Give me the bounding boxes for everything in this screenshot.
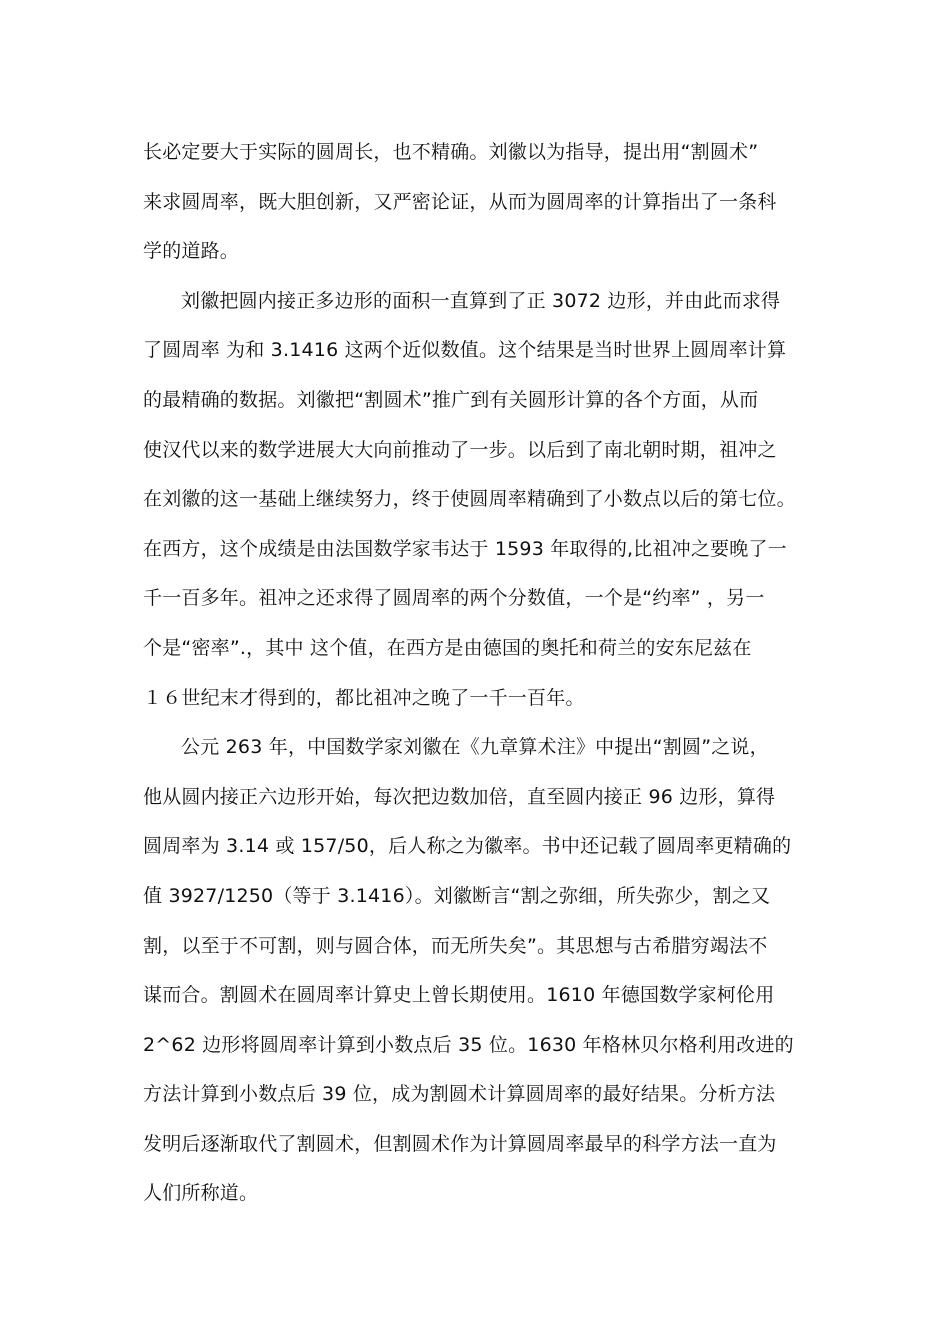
- text-line: １６世纪末才得到的，都比祖冲之晚了一千一百年。: [143, 686, 585, 709]
- text-line: 长必定要大于实际的圆周长，也不精确。刘徽以为指导，提出用“割圆术”: [143, 141, 759, 163]
- text-line: 个是“密率”.，其中 这个值，在西方是由德国的奥托和荷兰的安东尼兹在: [143, 636, 752, 659]
- text-line: 割，以至于不可割，则与圆合体，而无所失矣”。其思想与古希腊穷竭法不: [143, 934, 768, 957]
- text-line: 在西方，这个成绩是由法国数学家韦达于 1593 年取得的,比祖冲之要晚了一: [143, 537, 787, 560]
- text-line: 学的道路。: [143, 240, 240, 263]
- text-line: 人们所称道。: [143, 1182, 259, 1205]
- text-line: 方法计算到小数点后 39 位，成为割圆术计算圆周率的最好结果。分析方法: [143, 1083, 776, 1106]
- text-line: 他从圆内接正六边形开始，每次把边数加倍，直至圆内接正 96 边形，算得: [143, 785, 776, 808]
- text-line: 千一百多年。祖冲之还求得了圆周率的两个分数值，一个是“约率” ，另一: [143, 587, 765, 610]
- text-line: 使汉代以来的数学进展大大向前推动了一步。以后到了南北朝时期，祖冲之: [143, 438, 777, 461]
- paragraph-first-line: 公元 263 年，中国数学家刘徽在《九章算术注》中提出“割圆”之说，: [181, 736, 769, 759]
- text-line: 2^62 边形将圆周率计算到小数点后 35 位。1630 年格林贝尔格利用改进的: [143, 1033, 794, 1056]
- text-line: 值 3927/1250（等于 3.1416）。刘徽断言“割之弥细，所失弥少，割之又: [143, 884, 771, 907]
- text-line: 来求圆周率，既大胆创新，又严密论证，从而为圆周率的计算指出了一条科: [143, 190, 777, 213]
- paragraph-first-line: 刘徽把圆内接正多边形的面积一直算到了正 3072 边形，并由此而求得: [181, 289, 781, 312]
- body-text: [143, 128, 813, 1219]
- text-line: 在刘徽的这一基础上继续努力，终于使圆周率精确到了小数点以后的第七位。: [143, 488, 796, 511]
- text-line: 谋而合。割圆术在圆周率计算史上曾长期使用。1610 年德国数学家柯伦用: [143, 984, 775, 1007]
- text-line: 了圆周率 为和 3.1416 这两个近似数值。这个结果是当时世界上圆周率计算: [143, 339, 787, 362]
- text-line: 的最精确的数据。刘徽把“割圆术”推广到有关圆形计算的各个方面，从而: [143, 388, 759, 411]
- text-line: 发明后逐渐取代了割圆术，但割圆术作为计算圆周率最早的科学方法一直为: [143, 1132, 777, 1155]
- text-line: 圆周率为 3.14 或 157/50，后人称之为徽率。书中还记载了圆周率更精确的: [143, 835, 792, 858]
